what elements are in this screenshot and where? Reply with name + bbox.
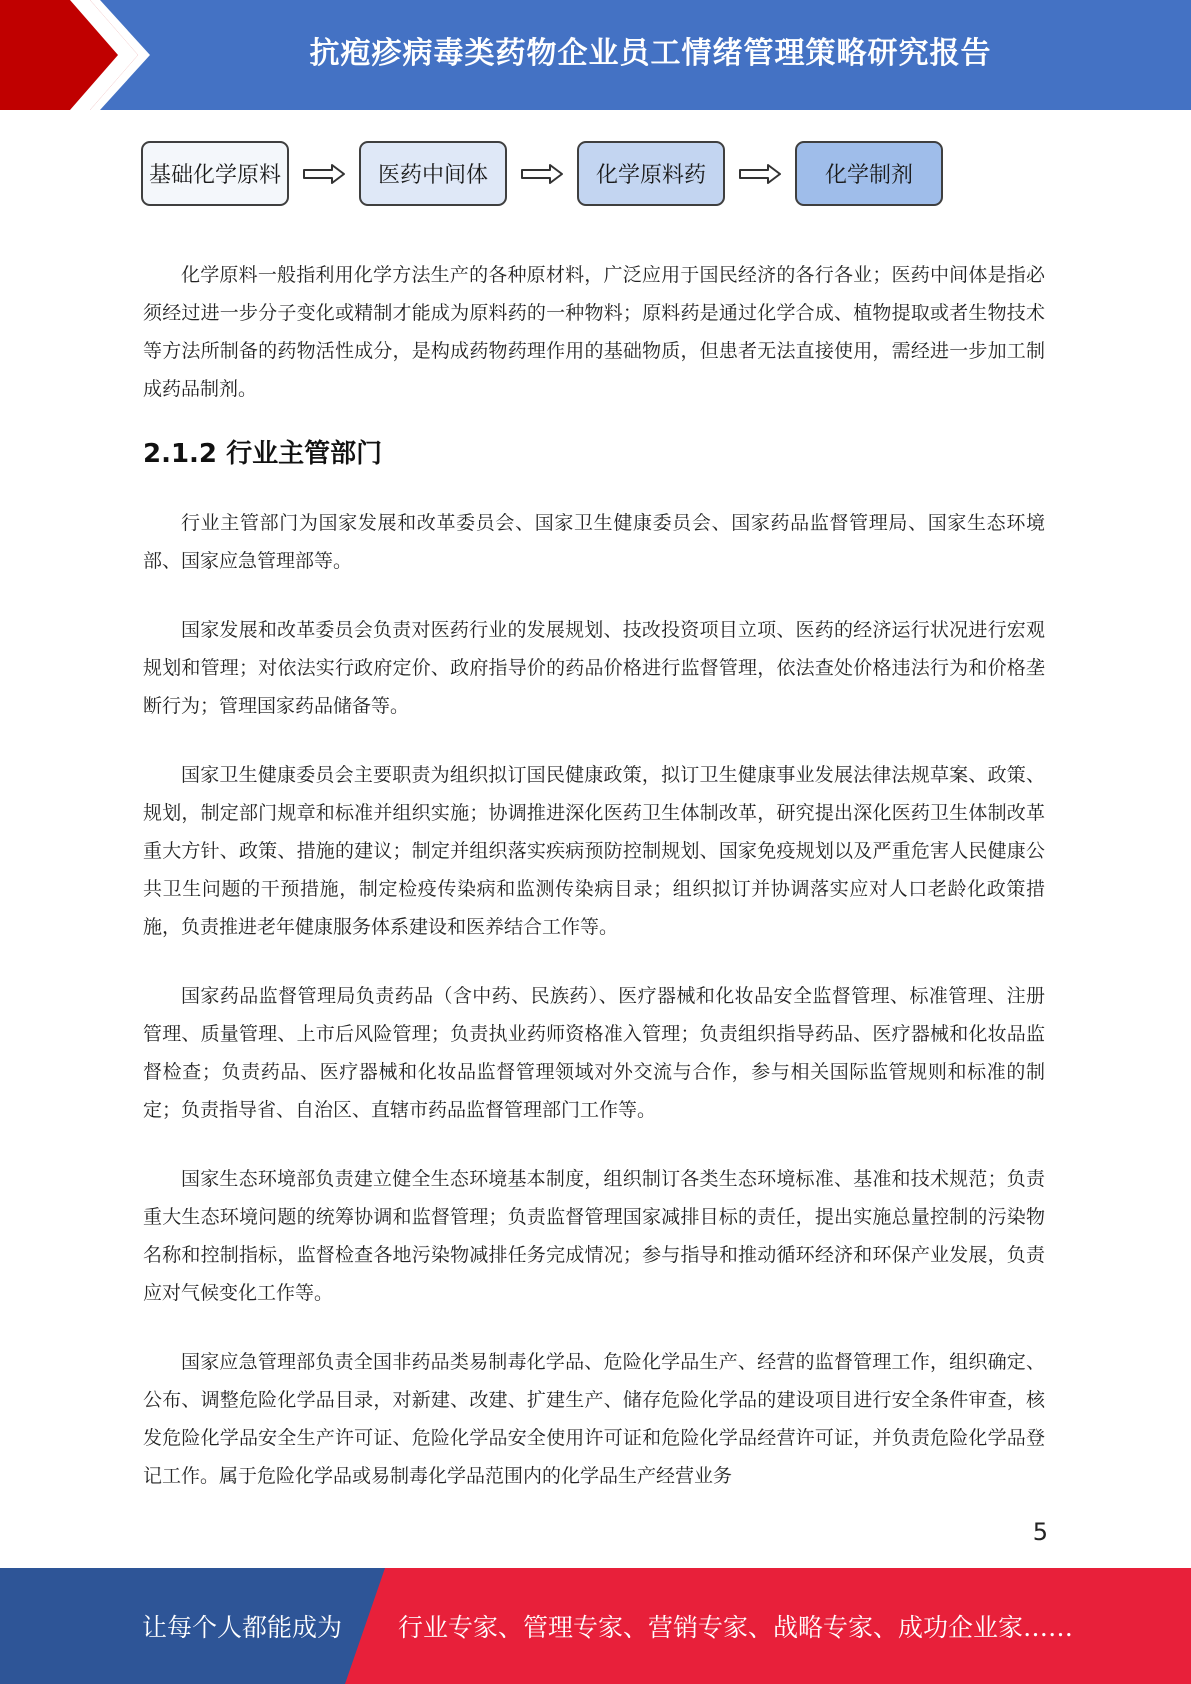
page-number: 5 (1032, 1518, 1048, 1546)
flow-step-basic-chemicals: 基础化学原料 (141, 141, 289, 206)
process-flow-diagram (141, 140, 943, 207)
double-right-arrow-icon (289, 163, 359, 185)
section-heading: 2.1.2 行业主管部门 (143, 439, 383, 469)
document-body (143, 256, 1045, 1495)
header-chevron-icon (0, 0, 160, 110)
paragraph: 国家药品监督管理局负责药品（含中药、民族药）、医疗器械和化妆品安全监督管理、标准管理、注册管理、质量管理、上市后风险管理；负责执业药师资格准入管理；负责组织指导药品、医疗器械和化妆品监督检查；负责药品、医疗器械和化妆品监督管理领域对外交流与合作，参与相关国际监管规则和标准的制定；负责指导省、自治区、直辖市药品监督管理部门工作等。 (143, 985, 1045, 1121)
flow-step-pharma-intermediates: 医药中间体 (359, 141, 507, 206)
report-title: 抗疱疹病毒类药物企业员工情绪管理策略研究报告 (309, 36, 992, 71)
flow-step-api: 化学原料药 (577, 141, 725, 206)
header-chevron-red (0, 0, 138, 110)
paragraph: 国家卫生健康委员会主要职责为组织拟订国民健康政策，拟订卫生健康事业发展法律法规草案、政策、规划，制定部门规章和标准并组织实施；协调推进深化医药卫生体制改革，研究提出深化医药卫生体制改革重大方针、政策、措施的建议；制定并组织落实疾病预防控制规划、国家免疫规划以及严重危害人民健康公共卫生问题的干预措施，制定检疫传染病和监测传染病目录；组织拟订并协调落实应对人口老龄化政策措施，负责推进老年健康服务体系建设和医养结合工作等。 (143, 764, 1045, 938)
paragraph: 国家发展和改革委员会负责对医药行业的发展规划、技改投资项目立项、医药的经济运行状况进行宏观规划和管理；对依法实行政府定价、政府指导价的药品价格进行监督管理，依法查处价格违法行为和价格垄断行为；管理国家药品储备等。 (143, 619, 1045, 717)
intro-paragraph: 化学原料一般指利用化学方法生产的各种原材料，广泛应用于国民经济的各行各业；医药中间体是指必须经过进一步分子变化或精制才能成为原料药的一种物料；原料药是通过化学合成、植物提取或者生物技术等方法所制备的药物活性成分，是构成药物药理作用的基础物质，但患者无法直接使用，需经进一步加工制成药品制剂。 (143, 264, 1045, 400)
paragraph: 行业主管部门为国家发展和改革委员会、国家卫生健康委员会、国家药品监督管理局、国家生态环境部、国家应急管理部等。 (143, 512, 1045, 572)
footer-slogan-left: 让每个人都能成为 (142, 1613, 343, 1642)
double-right-arrow-icon (507, 163, 577, 185)
paragraph: 国家生态环境部负责建立健全生态环境基本制度，组织制订各类生态环境标准、基准和技术规范；负责重大生态环境问题的统筹协调和监督管理；负责监督管理国家减排目标的责任，提出实施总量控制的污染物名称和控制指标，监督检查各地污染物减排任务完成情况；参与指导和推动循环经济和环保产业发展，负责应对气候变化工作等。 (143, 1168, 1045, 1304)
page-footer (0, 1568, 1191, 1684)
footer-slogan-right: 行业专家、管理专家、营销专家、战略专家、成功企业家…… (398, 1613, 1074, 1642)
paragraph: 国家应急管理部负责全国非药品类易制毒化学品、危险化学品生产、经营的监督管理工作，组织确定、公布、调整危险化学品目录，对新建、改建、扩建生产、储存危险化学品的建设项目进行安全条件审查，核发危险化学品安全生产许可证、危险化学品安全使用许可证和危险化学品经营许可证，并负责危险化学品登记工作。属于危险化学品或易制毒化学品范围内的化学品生产经营业务 (143, 1351, 1045, 1487)
double-right-arrow-icon (725, 163, 795, 185)
flow-step-formulations: 化学制剂 (795, 141, 943, 206)
page-header (0, 0, 1191, 110)
